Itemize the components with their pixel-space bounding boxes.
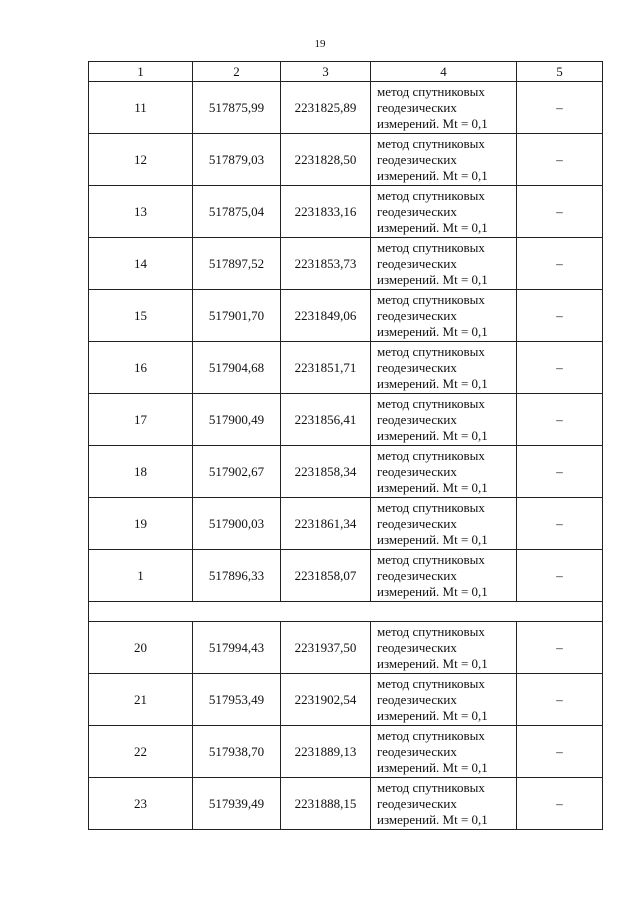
table-row: [89, 778, 603, 830]
method-line: метод спутниковых: [377, 499, 485, 515]
point-number-cell: 21: [89, 674, 193, 726]
point-number-cell: 1: [89, 550, 193, 602]
method-line: измерений. Mt = 0,1: [377, 759, 488, 775]
group-separator-row: [89, 602, 603, 622]
header-cell: 3: [281, 62, 371, 82]
accuracy-dash-cell: –: [517, 778, 603, 830]
point-number-cell: 18: [89, 446, 193, 498]
method-line: измерений. Mt = 0,1: [377, 167, 488, 183]
method-line: метод спутниковых: [377, 675, 485, 691]
method-line: метод спутниковых: [377, 187, 485, 203]
y-coordinate-cell: 2231861,34: [281, 498, 371, 550]
method-line: геодезических: [377, 463, 457, 479]
method-line: измерений. Mt = 0,1: [377, 219, 488, 235]
y-coordinate-cell: 2231858,07: [281, 550, 371, 602]
method-line: измерений. Mt = 0,1: [377, 583, 488, 599]
x-coordinate-cell: 517938,70: [193, 726, 281, 778]
method-line: метод спутниковых: [377, 83, 485, 99]
table-row: [89, 446, 603, 498]
method-line: измерений. Mt = 0,1: [377, 707, 488, 723]
method-line: метод спутниковых: [377, 623, 485, 639]
table-body: [89, 82, 603, 830]
table-row: [89, 622, 603, 674]
table-row: [89, 550, 603, 602]
method-line: измерений. Mt = 0,1: [377, 479, 488, 495]
method-cell: [371, 726, 517, 778]
y-coordinate-cell: 2231825,89: [281, 82, 371, 134]
method-line: измерений. Mt = 0,1: [377, 323, 488, 339]
x-coordinate-cell: 517897,52: [193, 238, 281, 290]
x-coordinate-cell: 517953,49: [193, 674, 281, 726]
accuracy-dash-cell: –: [517, 622, 603, 674]
separator-cell: [89, 602, 603, 622]
method-line: измерений. Mt = 0,1: [377, 655, 488, 671]
method-line: метод спутниковых: [377, 291, 485, 307]
y-coordinate-cell: 2231937,50: [281, 622, 371, 674]
method-line: измерений. Mt = 0,1: [377, 427, 488, 443]
x-coordinate-cell: 517896,33: [193, 550, 281, 602]
header-cell: 1: [89, 62, 193, 82]
y-coordinate-cell: 2231889,13: [281, 726, 371, 778]
method-cell: [371, 778, 517, 830]
y-coordinate-cell: 2231888,15: [281, 778, 371, 830]
method-line: геодезических: [377, 567, 457, 583]
table-row: [89, 238, 603, 290]
method-line: измерений. Mt = 0,1: [377, 811, 488, 827]
accuracy-dash-cell: –: [517, 186, 603, 238]
y-coordinate-cell: 2231828,50: [281, 134, 371, 186]
table-row: [89, 134, 603, 186]
y-coordinate-cell: 2231833,16: [281, 186, 371, 238]
accuracy-dash-cell: –: [517, 290, 603, 342]
x-coordinate-cell: 517875,99: [193, 82, 281, 134]
y-coordinate-cell: 2231853,73: [281, 238, 371, 290]
table-row: [89, 394, 603, 446]
accuracy-dash-cell: –: [517, 726, 603, 778]
method-line: геодезических: [377, 639, 457, 655]
y-coordinate-cell: 2231858,34: [281, 446, 371, 498]
method-cell: [371, 134, 517, 186]
method-line: измерений. Mt = 0,1: [377, 531, 488, 547]
table-row: [89, 290, 603, 342]
point-number-cell: 12: [89, 134, 193, 186]
method-line: метод спутниковых: [377, 239, 485, 255]
table-row: [89, 342, 603, 394]
point-number-cell: 20: [89, 622, 193, 674]
method-line: геодезических: [377, 99, 457, 115]
method-cell: [371, 622, 517, 674]
y-coordinate-cell: 2231856,41: [281, 394, 371, 446]
method-line: геодезических: [377, 795, 457, 811]
method-line: геодезических: [377, 255, 457, 271]
table-row: [89, 674, 603, 726]
method-cell: [371, 186, 517, 238]
method-line: геодезических: [377, 515, 457, 531]
method-line: измерений. Mt = 0,1: [377, 271, 488, 287]
accuracy-dash-cell: –: [517, 238, 603, 290]
method-line: метод спутниковых: [377, 727, 485, 743]
coordinates-table: [88, 61, 603, 830]
x-coordinate-cell: 517900,03: [193, 498, 281, 550]
method-cell: [371, 674, 517, 726]
method-cell: [371, 394, 517, 446]
accuracy-dash-cell: –: [517, 134, 603, 186]
point-number-cell: 14: [89, 238, 193, 290]
method-line: геодезических: [377, 203, 457, 219]
method-line: измерений. Mt = 0,1: [377, 375, 488, 391]
header-cell: 2: [193, 62, 281, 82]
method-line: геодезических: [377, 411, 457, 427]
method-line: геодезических: [377, 307, 457, 323]
point-number-cell: 11: [89, 82, 193, 134]
method-cell: [371, 498, 517, 550]
method-cell: [371, 446, 517, 498]
method-line: геодезических: [377, 691, 457, 707]
point-number-cell: 13: [89, 186, 193, 238]
accuracy-dash-cell: –: [517, 342, 603, 394]
method-cell: [371, 238, 517, 290]
y-coordinate-cell: 2231851,71: [281, 342, 371, 394]
accuracy-dash-cell: –: [517, 82, 603, 134]
page-number: 19: [314, 38, 326, 50]
x-coordinate-cell: 517900,49: [193, 394, 281, 446]
method-line: метод спутниковых: [377, 447, 485, 463]
accuracy-dash-cell: –: [517, 550, 603, 602]
method-cell: [371, 342, 517, 394]
method-line: метод спутниковых: [377, 779, 485, 795]
point-number-cell: 19: [89, 498, 193, 550]
method-line: метод спутниковых: [377, 395, 485, 411]
x-coordinate-cell: 517904,68: [193, 342, 281, 394]
method-line: метод спутниковых: [377, 135, 485, 151]
x-coordinate-cell: 517994,43: [193, 622, 281, 674]
point-number-cell: 22: [89, 726, 193, 778]
point-number-cell: 16: [89, 342, 193, 394]
header-cell: 4: [371, 62, 517, 82]
method-cell: [371, 290, 517, 342]
accuracy-dash-cell: –: [517, 674, 603, 726]
y-coordinate-cell: 2231849,06: [281, 290, 371, 342]
header-row: [89, 62, 603, 82]
accuracy-dash-cell: –: [517, 446, 603, 498]
method-line: геодезических: [377, 359, 457, 375]
table-row: [89, 726, 603, 778]
point-number-cell: 23: [89, 778, 193, 830]
x-coordinate-cell: 517939,49: [193, 778, 281, 830]
table-row: [89, 186, 603, 238]
accuracy-dash-cell: –: [517, 498, 603, 550]
header-cell: 5: [517, 62, 603, 82]
x-coordinate-cell: 517879,03: [193, 134, 281, 186]
x-coordinate-cell: 517901,70: [193, 290, 281, 342]
method-line: измерений. Mt = 0,1: [377, 115, 488, 131]
point-number-cell: 17: [89, 394, 193, 446]
table-row: [89, 498, 603, 550]
x-coordinate-cell: 517902,67: [193, 446, 281, 498]
y-coordinate-cell: 2231902,54: [281, 674, 371, 726]
method-cell: [371, 550, 517, 602]
x-coordinate-cell: 517875,04: [193, 186, 281, 238]
accuracy-dash-cell: –: [517, 394, 603, 446]
method-line: геодезических: [377, 151, 457, 167]
method-cell: [371, 82, 517, 134]
method-line: метод спутниковых: [377, 551, 485, 567]
method-line: геодезических: [377, 743, 457, 759]
point-number-cell: 15: [89, 290, 193, 342]
table-row: [89, 82, 603, 134]
method-line: метод спутниковых: [377, 343, 485, 359]
